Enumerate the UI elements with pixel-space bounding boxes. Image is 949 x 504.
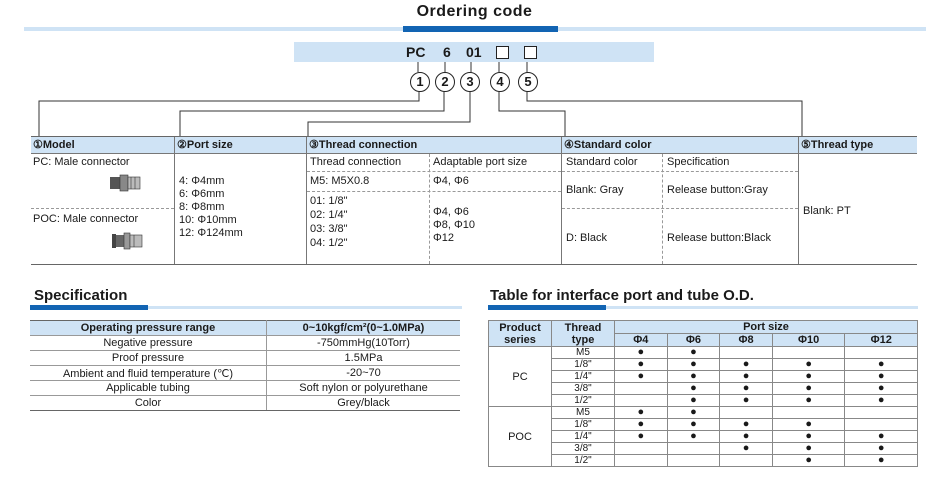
port-cell	[772, 443, 845, 455]
spec-value: Soft nylon or polyurethane	[267, 381, 461, 396]
compatible-dot-icon: ●	[805, 358, 812, 370]
thread-type-cell: 1/4"	[552, 431, 615, 443]
port-cell	[615, 371, 668, 383]
port-cell	[615, 359, 668, 371]
port-cell	[667, 407, 720, 419]
compatible-dot-icon: ●	[690, 382, 697, 394]
compatible-dot-icon: ●	[877, 442, 885, 454]
model-pc: PC: Male connector	[33, 156, 130, 168]
col-sep	[174, 137, 175, 264]
specification-table	[30, 320, 460, 411]
port-cell	[615, 443, 668, 455]
product-series-cell: POC	[489, 407, 552, 467]
compatible-dot-icon: ●	[690, 406, 697, 418]
compatible-dot-icon: ●	[742, 418, 750, 430]
port-cell	[720, 443, 773, 455]
port-cell	[845, 443, 918, 455]
port-cell	[720, 455, 773, 467]
port-size-12: 12: Φ124mm	[179, 227, 243, 239]
col-sep	[561, 137, 562, 264]
port-cell	[667, 443, 720, 455]
interface-table-title: Table for interface port and tube O.D.	[490, 287, 754, 304]
compatible-dot-icon: ●	[805, 370, 812, 382]
color-d-spec: Release button:Black	[667, 232, 771, 244]
spec-col-header: Specification	[667, 156, 730, 168]
port-cell	[615, 347, 668, 359]
thread-ports-3: Φ12	[433, 232, 455, 244]
header-port-size: Port size	[615, 321, 918, 334]
compatible-dot-icon: ●	[637, 418, 645, 430]
compatible-dot-icon: ●	[877, 382, 885, 394]
compatible-dot-icon: ●	[690, 394, 697, 406]
thread-type-cell: 1/2"	[552, 395, 615, 407]
port-cell	[845, 407, 918, 419]
compatible-dot-icon: ●	[637, 358, 645, 370]
compatible-dot-icon: ●	[805, 430, 812, 442]
port-col-10: Φ10	[772, 334, 845, 347]
header-thread-connection: ③Thread connection	[307, 137, 561, 153]
port-cell	[845, 419, 918, 431]
port-size-10: 10: Φ10mm	[179, 214, 237, 226]
port-cell	[772, 371, 845, 383]
compatible-dot-icon: ●	[805, 442, 812, 454]
product-series-cell: PC	[489, 347, 552, 407]
male-connector-icon	[109, 173, 143, 193]
port-cell	[667, 431, 720, 443]
port-cell	[772, 419, 845, 431]
table-row	[489, 407, 918, 419]
compatible-dot-icon: ●	[805, 454, 812, 466]
compatible-dot-icon: ●	[877, 394, 885, 406]
spec-label: Color	[30, 396, 267, 411]
compatible-dot-icon: ●	[742, 394, 750, 406]
thread-ports-2: Φ8, Φ10	[433, 219, 476, 231]
thread-04: 04: 1/2"	[310, 237, 348, 249]
compatible-dot-icon: ●	[805, 418, 812, 430]
circled-number-2: 2	[435, 72, 455, 92]
port-cell	[845, 347, 918, 359]
code-part-thread: 01	[466, 44, 482, 60]
header-product-series: Product series	[489, 321, 552, 347]
port-cell	[845, 431, 918, 443]
port-cell	[667, 371, 720, 383]
compatible-dot-icon: ●	[690, 430, 697, 442]
compatible-dot-icon: ●	[690, 358, 697, 370]
spec-label: Applicable tubing	[30, 381, 267, 396]
port-cell	[845, 383, 918, 395]
thread-type-cell: M5	[552, 347, 615, 359]
table-row	[489, 383, 918, 395]
port-cell	[720, 359, 773, 371]
table-row	[489, 359, 918, 371]
spec-header-row	[30, 321, 460, 336]
port-cell	[615, 407, 668, 419]
male-connector-icon	[111, 231, 145, 251]
port-cell	[772, 347, 845, 359]
port-cell	[720, 371, 773, 383]
thread-type-cell: M5	[552, 407, 615, 419]
port-cell	[720, 431, 773, 443]
thread-type-cell: 1/2"	[552, 455, 615, 467]
header-model: ①Model	[31, 137, 174, 153]
port-cell	[615, 431, 668, 443]
port-size-4: 4: Φ4mm	[179, 175, 225, 187]
port-size-8: 8: Φ8mm	[179, 201, 225, 213]
port-col-6: Φ6	[667, 334, 720, 347]
port-cell	[667, 359, 720, 371]
circled-number-3: 3	[460, 72, 480, 92]
ordering-table	[31, 136, 917, 265]
spec-row	[30, 336, 460, 351]
interface-table	[488, 320, 918, 467]
row-sep	[562, 208, 798, 209]
port-col-12: Φ12	[845, 334, 918, 347]
spec-row	[30, 351, 460, 366]
header-standard-color: ④Standard color	[562, 137, 798, 153]
col-sep	[306, 137, 307, 264]
port-cell	[772, 395, 845, 407]
spec-header-value: 0~10kgf/cm²(0~1.0MPa)	[267, 321, 461, 336]
port-cell	[720, 419, 773, 431]
port-cell	[667, 383, 720, 395]
circled-number-4: 4	[490, 72, 510, 92]
compatible-dot-icon: ●	[637, 370, 645, 382]
interface-header-row	[489, 321, 918, 334]
thread-type-cell: 3/8"	[552, 383, 615, 395]
port-cell	[667, 455, 720, 467]
compatible-dot-icon: ●	[637, 406, 645, 418]
code-part-model: PC	[406, 44, 426, 60]
spec-row	[30, 396, 460, 411]
compatible-dot-icon: ●	[805, 382, 812, 394]
port-cell	[720, 407, 773, 419]
compatible-dot-icon: ●	[742, 358, 750, 370]
color-d: D: Black	[566, 232, 607, 244]
ordering-code-title: Ordering code	[416, 3, 533, 20]
compatible-dot-icon: ●	[877, 454, 885, 466]
compatible-dot-icon: ●	[690, 418, 697, 430]
port-cell	[720, 383, 773, 395]
table-row	[489, 395, 918, 407]
compatible-dot-icon: ●	[742, 430, 750, 442]
port-cell	[772, 455, 845, 467]
row-sep	[307, 191, 561, 192]
thread-m5: M5: M5X0.8	[310, 175, 370, 187]
compatible-dot-icon: ●	[637, 430, 645, 442]
spec-row	[30, 381, 460, 396]
thread-type-cell: 3/8"	[552, 443, 615, 455]
thread-type-cell: 1/8"	[552, 359, 615, 371]
spec-value: -750mmHg(10Torr)	[267, 336, 461, 351]
port-cell	[720, 395, 773, 407]
spec-label: Negative pressure	[30, 336, 267, 351]
compatible-dot-icon: ●	[805, 394, 812, 406]
compatible-dot-icon: ●	[742, 382, 750, 394]
compatible-dot-icon: ●	[742, 370, 750, 382]
table-row	[489, 455, 918, 467]
header-thread-type: Thread type	[552, 321, 615, 347]
port-col-8: Φ8	[720, 334, 773, 347]
circled-number-1: 1	[410, 72, 430, 92]
spec-value: Grey/black	[267, 396, 461, 411]
header-port-size: ②Port size	[175, 137, 306, 153]
port-col-4: Φ4	[615, 334, 668, 347]
model-poc: POC: Male connector	[33, 213, 139, 225]
port-cell	[615, 455, 668, 467]
compatible-dot-icon: ●	[637, 346, 645, 358]
row-sep	[307, 171, 561, 172]
port-cell	[615, 419, 668, 431]
thread-type-cell: 1/4"	[552, 371, 615, 383]
port-cell	[772, 359, 845, 371]
compatible-dot-icon: ●	[690, 370, 697, 382]
section-underline-accent	[488, 305, 606, 310]
thread-01: 01: 1/8"	[310, 195, 348, 207]
compatible-dot-icon: ●	[877, 370, 885, 382]
adaptable-port-header: Adaptable port size	[433, 156, 528, 168]
row-sep	[562, 171, 798, 172]
port-cell	[845, 455, 918, 467]
port-cell	[772, 431, 845, 443]
color-blank: Blank: Gray	[566, 184, 624, 196]
port-cell	[667, 419, 720, 431]
thread-ports-1: Φ4, Φ6	[433, 206, 469, 218]
table-row	[489, 431, 918, 443]
col-sep	[798, 137, 799, 264]
compatible-dot-icon: ●	[742, 442, 750, 454]
section-underline-accent	[30, 305, 148, 310]
thread-type-blank: Blank: PT	[803, 205, 851, 217]
specification-title: Specification	[34, 287, 128, 304]
compatible-dot-icon: ●	[877, 430, 885, 442]
spec-header-label: Operating pressure range	[30, 321, 267, 336]
code-part-port: 6	[443, 44, 451, 60]
table-row	[489, 347, 918, 359]
thread-02: 02: 1/4"	[310, 209, 348, 221]
circled-number-5: 5	[518, 72, 538, 92]
port-cell	[720, 347, 773, 359]
thread-type-cell: 1/8"	[552, 419, 615, 431]
port-cell	[772, 383, 845, 395]
table-row	[489, 371, 918, 383]
port-size-6: 6: Φ6mm	[179, 188, 225, 200]
table-row	[489, 419, 918, 431]
thread-col-header: Thread connection	[310, 156, 402, 168]
port-cell	[667, 347, 720, 359]
spec-row	[30, 366, 460, 381]
port-cell	[845, 371, 918, 383]
port-cell	[772, 407, 845, 419]
spec-label: Proof pressure	[30, 351, 267, 366]
spec-label: Ambient and fluid temperature (℃)	[30, 366, 267, 381]
header-rule	[31, 153, 917, 154]
thread-03: 03: 3/8"	[310, 223, 348, 235]
header-thread-type: ⑤Thread type	[799, 137, 917, 153]
thread-m5-ports: Φ4, Φ6	[433, 175, 469, 187]
port-cell	[667, 395, 720, 407]
spec-value: 1.5MPa	[267, 351, 461, 366]
port-cell	[845, 359, 918, 371]
table-row	[489, 443, 918, 455]
spec-value: -20~70	[267, 366, 461, 381]
port-cell	[845, 395, 918, 407]
port-cell	[615, 383, 668, 395]
compatible-dot-icon: ●	[690, 346, 697, 358]
color-col-header: Standard color	[566, 156, 638, 168]
row-sep	[31, 208, 174, 209]
color-blank-spec: Release button:Gray	[667, 184, 768, 196]
compatible-dot-icon: ●	[877, 358, 885, 370]
port-cell	[615, 395, 668, 407]
